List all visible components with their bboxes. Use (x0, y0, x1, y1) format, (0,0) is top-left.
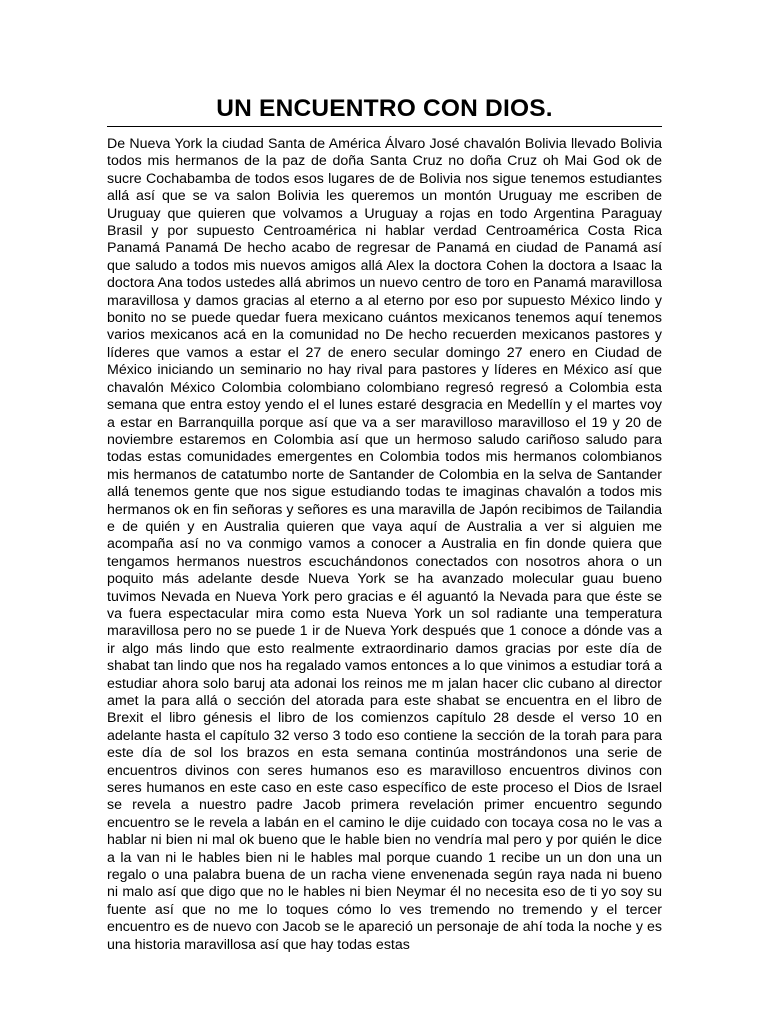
title-divider (107, 126, 662, 127)
document-body: De Nueva York la ciudad Santa de América Álvaro José chavalón Bolivia llevado Bolivia todos mis hermanos de la paz de doña Santa Cruz no doña Cruz oh Mai God ok de sucre Cochabamba de todos esos lugares de de Bolivia nos sigue tenemos estudiantes allá así que se va salon Bolivia les queremos un montón Uruguay me escriben de Uruguay que quieren que volvamos a Uruguay a rojas en todo Argentina Paraguay Brasil y por supuesto Centroamérica ni hablar verdad Centroamérica Costa Rica Panamá Panamá De hecho acabo de regresar de Panamá en ciudad de Panamá así que saludo a todos mis nuevos amigos allá Alex la doctora Cohen la doctora a Isaac la doctora Ana todos ustedes allá abrimos un nuevo centro de toro en Panamá maravillosa maravillosa y damos gracias al eterno a al eterno por eso por supuesto México lindo y bonito no se puede quedar fuera mexicano cuántos mexicanos tenemos aquí tenemos varios mexicanos acá en la comunidad no De hecho recuerden mexicanos pastores y líderes que vamos a estar el 27 de enero secular domingo 27 enero en Ciudad de México iniciando un seminario no hay rival para pastores y líderes en México así que chavalón México Colombia colombiano colombiano regresó regresó a Colombia esta semana que entra estoy yendo el el lunes estaré desgracia en Medellín y el martes voy a estar en Barranquilla porque así que va a ser maravilloso maravilloso el 19 y 20 de noviembre estaremos en Colombia así que un hermoso saludo cariñoso saludo para todas estas comunidades emergentes en Colombia todos mis hermanos colombianos mis hermanos de catatumbo norte de Santander de Colombia en la selva de Santander allá tenemos gente que nos sigue estudiando todas te imaginas chavalón a todos mis hermanos ok en fin señoras y señores es una maravilla de Japón recibimos de Tailandia e de quién y en Australia quieren que vaya aquí de Australia a ver si alguien me acompaña así no va conmigo vamos a conocer a Australia en fin donde quiera que tengamos hermanos nuestros escuchándonos conectados con nosotros ahora o un poquito más adelante desde Nueva York se ha avanzado molecular guau bueno tuvimos Nevada en Nueva York pero gracias e él aguantó la Nevada para que éste se va fuera espectacular mira como esta Nueva York un sol radiante una temperatura maravillosa pero no se puede 1 ir de Nueva York después que 1 conoce a dónde vas a ir algo más lindo que esto realmente extraordinario damos gracias por este día de shabat tan lindo que nos ha regalado vamos entonces a lo que vinimos a estudiar torá a estudiar ahora solo baruj ata adonai los reinos me m jalan hacer clic cubano al director amet la para allá o sección del atorada para este shabat se encuentra en el libro de Brexit el libro génesis el libro de los comienzos capítulo 28 desde el verso 10 en adelante hasta el capítulo 32 verso 3 todo eso contiene la sección de la torah para para este día de sol los brazos en esta semana continúa mostrándonos una serie de encuentros divinos con seres humanos eso es maravilloso encuentros divinos con seres humanos en este caso en este caso específico de este proceso el Dios de Israel se revela a nuestro padre Jacob primera revelación primer encuentro segundo encuentro se le revela a labán en el camino le dije cuidado con tocaya cosa no le vas a hablar ni bien ni mal ok bueno que le hable bien no vendría mal pero y por quién le dice a la van ni le hables bien ni le hables mal porque cuando 1 recibe un un don una un regalo o una palabra buena de un racha viene envenenada según raya nada ni bueno ni malo así que digo que no le hables ni bien Neymar él no necesita eso de ti yo soy su fuente así que no me lo toques cómo lo ves tremendo no tremendo y el tercer encuentro es de nuevo con Jacob se le apareció un personaje de ahí toda la noche y es una historia maravillosa así que hay todas estas (107, 136, 662, 953)
document-page (107, 92, 662, 954)
document-title: UN ENCUENTRO CON DIOS. (216, 95, 553, 122)
